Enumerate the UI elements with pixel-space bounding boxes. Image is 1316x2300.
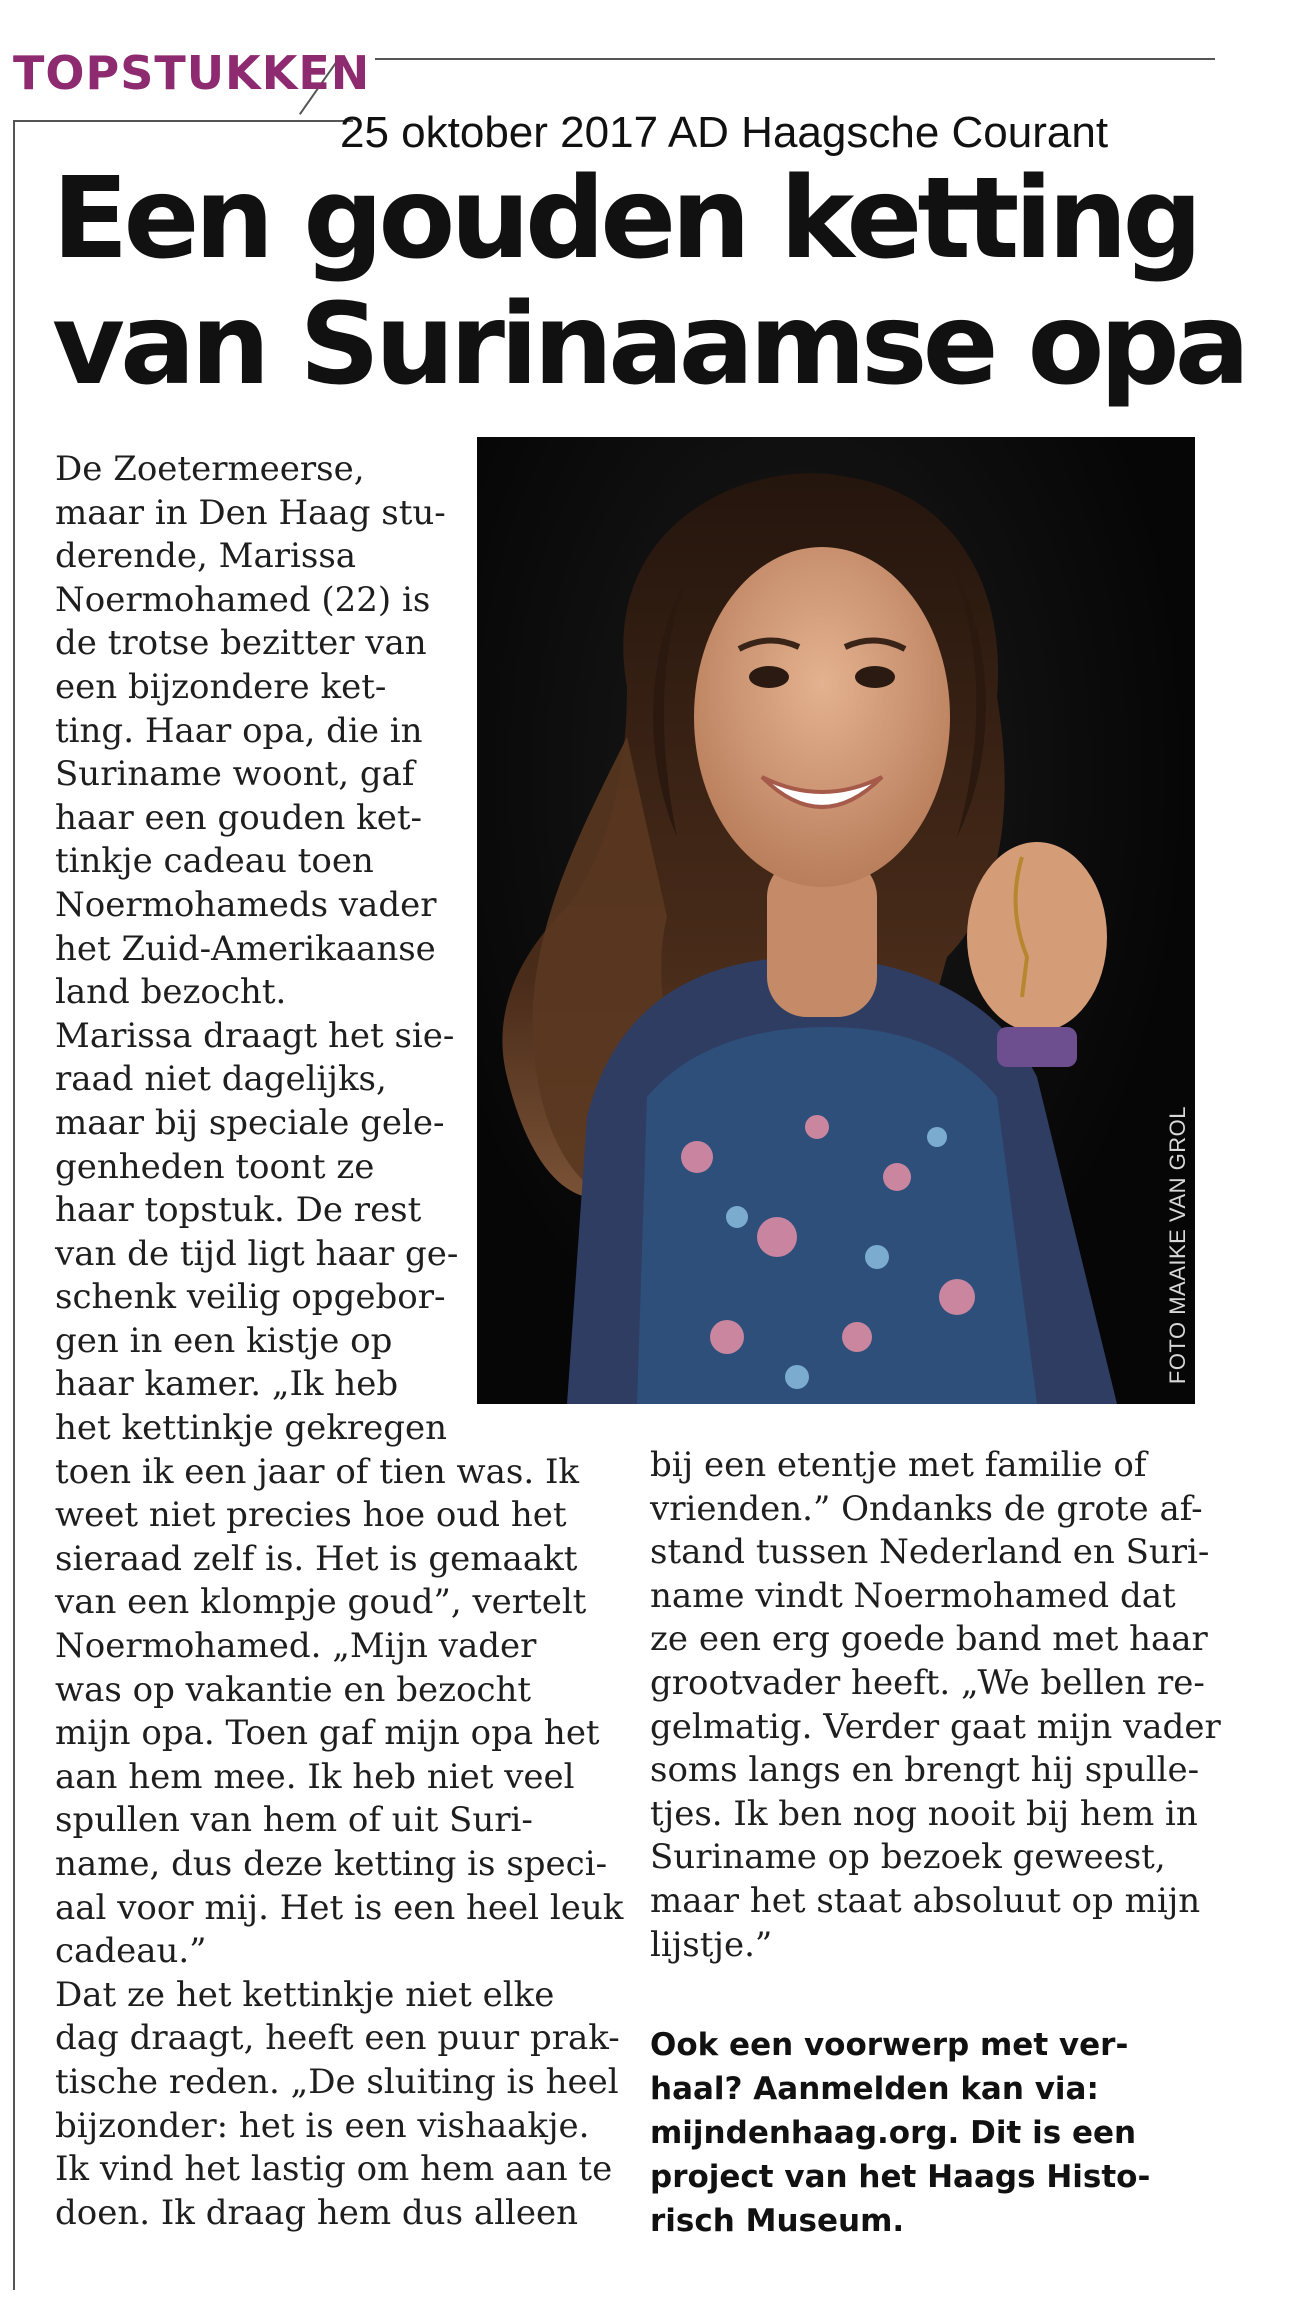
article-line: gen in een kistje op (55, 1320, 393, 1361)
frame-rule-left (13, 120, 15, 2290)
article-line: bijzonder: het is een vishaakje. (55, 2105, 590, 2146)
call-to-action-line: project van het Haags Histo- (650, 2159, 1151, 2195)
article-line: tjes. Ik ben nog nooit bij hem in (650, 1793, 1198, 1834)
article-line: doen. Ik draag hem dus alleen (55, 2192, 578, 2233)
article-line: tinkje cadeau toen (55, 841, 374, 882)
headline-line: Een gouden ketting (52, 154, 1198, 284)
eye-left (749, 666, 789, 688)
article-line: Suriname woont, gaf (55, 754, 415, 795)
frame-rule-top (13, 120, 353, 122)
article-line: name vindt Noermohamed dat (650, 1575, 1176, 1616)
article-line: land bezocht. (55, 972, 287, 1013)
article-line: Dat ze het kettinkje niet elke (55, 1974, 555, 2015)
article-line: soms langs en brengt hij spulle- (650, 1750, 1200, 1791)
article-line: het Zuid-Amerikaanse (55, 928, 436, 969)
article-line: aan hem mee. Ik heb niet veel (55, 1756, 575, 1797)
article-line: Noermohamed (22) is (55, 579, 431, 620)
call-to-action (650, 2023, 1150, 2243)
dateline: 25 oktober 2017 AD Haagsche Courant (340, 108, 1109, 157)
article-line: ting. Haar opa, die in (55, 710, 423, 751)
article-line: weet niet precies hoe oud het (55, 1495, 567, 1536)
call-to-action-line: mijndenhaag.org. Dit is een (650, 2115, 1137, 2151)
frame-rule-top-right (375, 58, 1215, 60)
article-line: vrienden.” Ondanks de grote af- (650, 1488, 1203, 1529)
article-line: dag draagt, heeft een puur prak- (55, 2018, 620, 2059)
face-shape (694, 547, 950, 887)
article-line: spullen van hem of uit Suri- (55, 1800, 533, 1841)
article-line: grootvader heeft. „We bellen re- (650, 1662, 1205, 1703)
call-to-action-line: haal? Aanmelden kan via: (650, 2071, 1099, 2107)
article-line: derende, Marissa (55, 536, 357, 577)
article-line: Ik vind het lastig om hem aan te (55, 2149, 613, 2190)
article-column-2 (650, 1444, 1221, 1967)
article-line: haar kamer. „Ik heb (55, 1364, 399, 1405)
call-to-action-line: risch Museum. (650, 2203, 905, 2239)
headline-line: van Surinaamse opa (52, 280, 1246, 410)
article-line: stand tussen Nederland en Suri- (650, 1532, 1210, 1573)
article-line: maar in Den Haag stu- (55, 492, 446, 533)
article-line: haar een gouden ket- (55, 797, 423, 838)
article-line: Marissa draagt het sie- (55, 1015, 455, 1056)
article-line: sieraad zelf is. Het is gemaakt (55, 1538, 578, 1579)
article-line: Noermohamed. „Mijn vader (55, 1626, 537, 1667)
article-line: de trotse bezitter van (55, 623, 427, 664)
eye-right (855, 666, 895, 688)
article-line: ze een erg goede band met haar (650, 1619, 1208, 1660)
section-label: TOPSTUKKEN (13, 46, 371, 100)
article-line: van de tijd ligt haar ge- (55, 1233, 459, 1274)
article-line: cadeau.” (55, 1931, 207, 1972)
article-line: Suriname op bezoek geweest, (650, 1837, 1166, 1878)
article-line: lijstje.” (650, 1924, 773, 1965)
portrait-photo (477, 437, 1195, 1404)
headline (52, 156, 1252, 408)
article-line: was op vakantie en bezocht (55, 1669, 532, 1710)
wrist-watch (997, 1027, 1077, 1067)
article-line: van een klompje goud”, vertelt (55, 1582, 587, 1623)
article-line: maar het staat absoluut op mijn (650, 1880, 1201, 1921)
article-line: toen ik een jaar of tien was. Ik (55, 1451, 580, 1492)
article-line: gelmatig. Verder gaat mijn vader (650, 1706, 1221, 1747)
article-line: name, dus deze ketting is speci- (55, 1844, 608, 1884)
call-to-action-line: Ook een voorwerp met ver- (650, 2027, 1129, 2063)
article-line: schenk veilig opgebor- (55, 1277, 446, 1318)
article-line: genheden toont ze (55, 1146, 375, 1187)
article-line: een bijzondere ket- (55, 666, 387, 707)
article-line: tische reden. „De sluiting is heel (55, 2061, 619, 2102)
photo-credit: FOTO MAAIKE VAN GROL (1165, 1105, 1190, 1384)
article-line: De Zoetermeerse, (55, 449, 365, 489)
article-line: Noermohameds vader (55, 884, 437, 925)
portrait-illustration (477, 437, 1195, 1404)
article-line: mijn opa. Toen gaf mijn opa het (55, 1713, 600, 1754)
article-line: aal voor mij. Het is een heel leuk (55, 1887, 624, 1928)
article-line: haar topstuk. De rest (55, 1190, 422, 1231)
article-line: maar bij speciale gele- (55, 1102, 445, 1143)
article-line: het kettinkje gekregen (55, 1408, 448, 1449)
article-line: raad niet dagelijks, (55, 1059, 387, 1100)
floral-top-shape (637, 1027, 1037, 1404)
article-line: bij een etentje met familie of (650, 1445, 1147, 1485)
hand-shape (967, 842, 1107, 1032)
